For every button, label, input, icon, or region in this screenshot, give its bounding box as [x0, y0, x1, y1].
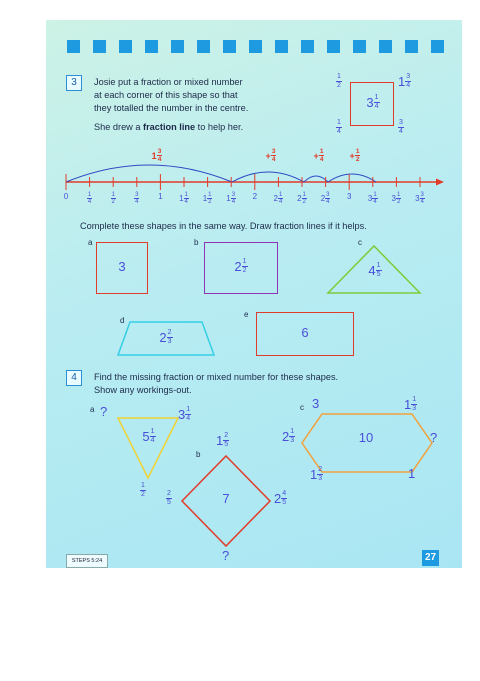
numerator: 1	[150, 428, 155, 436]
header-square	[275, 40, 288, 53]
whole: 1	[216, 433, 224, 449]
tick-label	[127, 192, 147, 205]
denominator: 4	[278, 199, 283, 205]
tick-label	[292, 192, 312, 205]
shape-label-c: c	[358, 238, 362, 247]
jump-prefix: +	[265, 150, 271, 161]
denominator: 4	[373, 199, 377, 205]
q4c-corner-br: 1	[408, 466, 416, 481]
denominator: 4	[406, 82, 411, 90]
header-square	[171, 40, 184, 53]
denominator: 5	[167, 499, 171, 507]
numerator: 1	[290, 428, 295, 436]
example-corner-bl	[336, 119, 342, 136]
fraction-line-term: fraction line	[143, 122, 196, 132]
steps-tag: STEPS 5:24	[66, 554, 108, 568]
numerator: 2	[167, 490, 171, 498]
numerator: 1	[184, 192, 188, 198]
denominator: 4	[184, 199, 188, 205]
whole: 1	[202, 194, 208, 203]
q4b-center: 7	[222, 491, 230, 506]
denominator: 3	[318, 475, 323, 483]
q3-line4	[94, 121, 243, 134]
denominator: 4	[326, 199, 330, 205]
denominator: 4	[319, 156, 324, 163]
whole: 2	[297, 194, 302, 203]
whole: 3	[367, 194, 373, 203]
tick-label	[198, 192, 218, 205]
header-square	[67, 40, 80, 53]
header-square	[431, 40, 444, 53]
numerator: 1	[302, 192, 306, 198]
header-square	[119, 40, 132, 53]
shape-a-value: 3	[118, 259, 126, 274]
shape-b-value	[204, 258, 278, 275]
numerator: 4	[282, 490, 287, 498]
header-square	[197, 40, 210, 53]
numerator: 1	[376, 262, 381, 270]
jump-label	[144, 148, 170, 163]
whole: 3	[346, 192, 352, 202]
shape-label-b: b	[194, 238, 199, 247]
example-corner-tr	[398, 73, 411, 90]
denominator: 2	[242, 267, 247, 275]
q4b-corner-left	[166, 490, 172, 507]
q3-text	[94, 76, 248, 115]
denominator: 4	[337, 128, 341, 136]
q4b-unknown: ?	[222, 548, 230, 563]
tick-label	[339, 192, 359, 201]
q4c-corner-bl	[310, 466, 323, 483]
q4c-corner-tl: 3	[312, 396, 320, 411]
denominator: 4	[271, 156, 276, 163]
tick-label	[410, 192, 430, 205]
example-center	[358, 94, 388, 111]
numerator: 1	[111, 192, 115, 198]
jump-arc	[232, 172, 304, 182]
whole: 0	[63, 192, 69, 202]
q4-line: Find the missing fraction or mixed number for these shapes.	[94, 372, 339, 382]
numerator: 1	[337, 73, 341, 81]
q4c-unknown: ?	[430, 430, 438, 445]
q4a-corner-tr	[178, 406, 191, 423]
denominator: 4	[186, 415, 191, 423]
page-number: 27	[422, 550, 439, 566]
numerator: 3	[135, 192, 139, 198]
tick-label	[221, 192, 241, 205]
instruction-text: Complete these shapes in the same way. Draw fraction lines if it helps.	[80, 221, 367, 231]
q4-text	[94, 371, 338, 397]
whole: 1	[404, 397, 412, 413]
denominator: 5	[282, 499, 287, 507]
q4b-corner-top	[216, 432, 229, 449]
numerator: 1	[337, 119, 341, 127]
numerator: 1	[208, 192, 212, 198]
denominator: 2	[337, 82, 341, 90]
tick-label	[56, 192, 76, 201]
header-square	[249, 40, 262, 53]
denominator: 4	[135, 199, 139, 205]
denominator: 2	[141, 491, 145, 499]
denominator: 4	[157, 156, 162, 163]
header-square	[93, 40, 106, 53]
numerator: 2	[318, 466, 323, 474]
numerator: 1	[374, 94, 379, 102]
whole: 1	[151, 150, 157, 161]
q4c-corner-tr	[404, 396, 417, 413]
numerator: 3	[326, 192, 330, 198]
denominator: 4	[420, 199, 424, 205]
q4a-corner-bottom	[140, 482, 146, 499]
jump-arc	[304, 176, 328, 182]
denominator: 4	[399, 128, 403, 136]
whole: 3	[178, 407, 186, 423]
denominator: 2	[355, 156, 360, 163]
tick-label	[245, 192, 265, 201]
header-square	[301, 40, 314, 53]
numerator: 1	[186, 406, 191, 414]
tick-label	[80, 192, 100, 205]
numerator: 1	[278, 192, 283, 198]
denominator: 2	[208, 199, 212, 205]
numerator: 1	[242, 258, 247, 266]
numerator: 1	[373, 192, 377, 198]
numerator: 3	[271, 148, 276, 155]
tick-label	[150, 192, 170, 201]
whole: 3	[391, 194, 396, 203]
q4-line: Show any workings-out.	[94, 385, 192, 395]
q3-line4-post: to help her.	[195, 122, 244, 132]
q4a-unknown: ?	[100, 404, 108, 419]
denominator: 3	[290, 437, 295, 445]
numerator: 2	[224, 432, 229, 440]
q3-line: Josie put a fraction or mixed number	[94, 77, 243, 87]
whole: 3	[415, 194, 420, 203]
denominator: 4	[150, 437, 155, 445]
numerator: 1	[355, 148, 360, 155]
jump-prefix: +	[349, 150, 355, 161]
denominator: 4	[231, 199, 236, 205]
shape-label-d: d	[120, 316, 125, 325]
numerator: 1	[319, 148, 324, 155]
tick-label	[174, 192, 194, 205]
shape-e-value: 6	[301, 325, 309, 340]
whole: 1	[179, 194, 184, 203]
jump-label	[306, 148, 332, 163]
whole: 1	[310, 467, 318, 483]
jump-label	[342, 148, 368, 163]
q4-label-c: c	[300, 403, 304, 412]
denominator: 5	[376, 271, 381, 279]
header-square	[327, 40, 340, 53]
whole: 2	[274, 491, 282, 507]
whole: 2	[252, 192, 258, 202]
q4-triangle	[116, 416, 180, 482]
q4c-corner-left	[282, 428, 295, 445]
question-number-3: 3	[66, 75, 82, 91]
whole: 1	[226, 194, 231, 203]
denominator: 4	[374, 103, 379, 111]
q4-label-b: b	[196, 450, 201, 459]
denominator: 3	[167, 338, 172, 346]
denominator: 2	[111, 199, 115, 205]
shape-d-value	[146, 329, 186, 346]
jump-arc	[328, 174, 376, 182]
shape-label-e: e	[244, 310, 249, 319]
tick-label	[386, 192, 406, 205]
whole: 5	[142, 429, 150, 445]
numerator: 1	[141, 482, 145, 490]
q4c-center: 10	[358, 430, 374, 445]
q4a-center	[132, 428, 166, 445]
denominator: 4	[87, 199, 92, 205]
numerator: 1	[412, 396, 417, 404]
denominator: 2	[302, 199, 306, 205]
denominator: 2	[396, 199, 401, 205]
tick-label	[316, 192, 336, 205]
example-corner-tl	[336, 73, 342, 90]
tick-label	[268, 192, 288, 205]
header-square	[145, 40, 158, 53]
whole: 4	[368, 263, 376, 279]
whole: 1	[398, 74, 406, 90]
whole: 2	[320, 194, 326, 203]
whole: 2	[234, 259, 242, 275]
q3-line: they totalled the number in the centre.	[94, 103, 249, 113]
header-square	[379, 40, 392, 53]
numerator: 3	[157, 148, 162, 155]
numerator: 3	[406, 73, 411, 81]
question-number-4: 4	[66, 370, 82, 386]
numerator: 1	[396, 192, 401, 198]
numerator: 3	[399, 119, 403, 127]
whole: 1	[158, 192, 163, 202]
number-line-arrow-icon	[436, 179, 444, 186]
tick-label	[103, 192, 123, 205]
header-square	[405, 40, 418, 53]
q3-line4-pre: She drew a	[94, 122, 144, 132]
q4-label-a: a	[90, 405, 95, 414]
q4b-corner-right	[274, 490, 287, 507]
shape-c-value	[358, 262, 392, 279]
jump-prefix: +	[313, 150, 319, 161]
whole: 2	[273, 194, 278, 203]
whole: 3	[366, 95, 374, 111]
numerator: 3	[420, 192, 424, 198]
q3-line: at each corner of this shape so that	[94, 90, 238, 100]
fraction-number-line	[46, 150, 462, 220]
header-square	[223, 40, 236, 53]
denominator: 3	[412, 405, 417, 413]
whole: 2	[159, 330, 167, 346]
example-corner-br	[398, 119, 404, 136]
shape-label-a: a	[88, 238, 93, 247]
whole: 2	[282, 429, 290, 445]
jump-label	[258, 148, 284, 163]
tick-label	[363, 192, 383, 205]
denominator: 5	[224, 441, 229, 449]
numerator: 1	[87, 192, 92, 198]
header-square	[353, 40, 366, 53]
numerator: 2	[167, 329, 172, 337]
workbook-page	[46, 20, 462, 568]
numerator: 3	[231, 192, 236, 198]
